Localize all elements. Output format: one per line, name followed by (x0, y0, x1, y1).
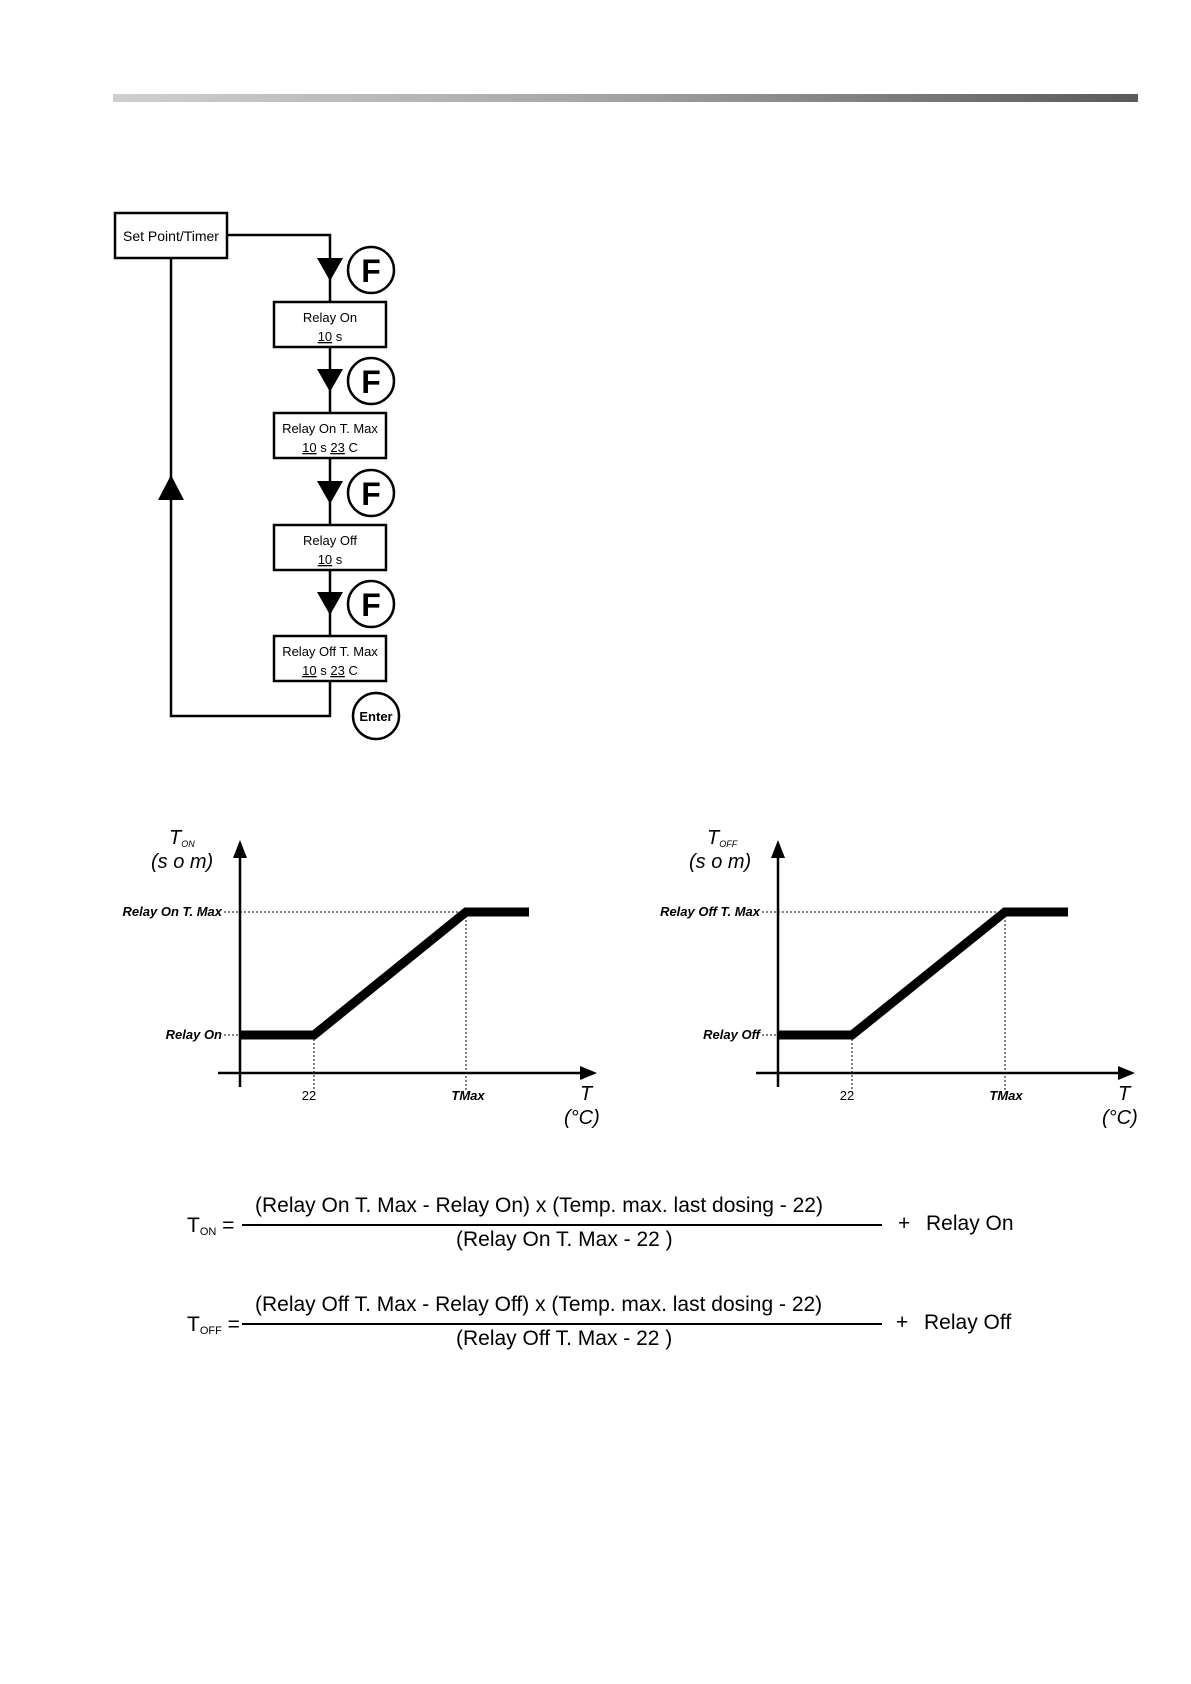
formula-off-plus: + (896, 1311, 909, 1334)
x-tick-tmax: TMax (989, 1088, 1023, 1103)
svg-text:F: F (361, 587, 381, 623)
formula-off-fraction-bar (242, 1323, 882, 1325)
flow-line-start (228, 235, 330, 302)
x-axis-unit: (°C) (1102, 1107, 1138, 1129)
formula-on-numerator: (Relay On T. Max - Relay On) x (Temp. max. last dosing - 22) (255, 1194, 823, 1217)
x-axis-unit: (°C) (564, 1107, 600, 1129)
relay-off-unit: s (335, 552, 343, 567)
y-axis-arrow-icon (233, 840, 247, 858)
up-arrow-icon (158, 475, 184, 500)
down-arrow-icon (317, 592, 343, 615)
relay-off-tmax-setting (302, 663, 358, 678)
lower-label: Relay Off (703, 1027, 760, 1042)
relay-off-tmax-temp-unit: C (348, 663, 358, 678)
down-arrow-icon (317, 258, 343, 281)
menu-flow-diagram (115, 213, 399, 739)
svg-text:F: F (361, 476, 381, 512)
y-axis-unit: (s o m) (689, 851, 752, 873)
upper-label: Relay On T. Max (122, 904, 222, 919)
relay-off-tmax-temp-value: 23 (330, 663, 345, 678)
relay-on-tmax-temp-unit: C (348, 440, 358, 455)
relay-on-tmax-setting (302, 440, 358, 455)
relay-on-graph (123, 827, 600, 1129)
relay-off-setting (318, 552, 343, 567)
formula-on-lhs: $T_{ON}$ = (187, 1214, 235, 1238)
relay-off-tmax-time-value: 10 (302, 663, 317, 678)
relay-on-setting (318, 329, 343, 344)
relay-off-graph (660, 827, 1138, 1129)
relay-off-time-curve (778, 912, 1068, 1035)
relay-on-tmax-title: Relay On T. Max (282, 421, 378, 436)
svg-text:Enter: Enter (359, 709, 393, 724)
formula-on-fraction-bar (242, 1224, 882, 1226)
set-point-timer-label: Set Point/Timer (123, 228, 219, 244)
relay-off-tmax-title: Relay Off T. Max (282, 644, 378, 659)
relay-on-title: Relay On (302, 310, 358, 325)
formula-off-addend: Relay Off (924, 1311, 1012, 1334)
relay-off-title: Relay Off (303, 533, 357, 548)
relay-on-tmax-time-unit: s (320, 440, 327, 455)
y-axis-symbol: TOFF (707, 827, 738, 849)
relay-on-value: 10 (317, 329, 333, 344)
y-axis-unit: (s o m) (151, 851, 214, 873)
formula-on-denominator: (Relay On T. Max - 22 ) (456, 1228, 673, 1251)
formula-off-denominator: (Relay Off T. Max - 22 ) (456, 1327, 673, 1350)
lower-label: Relay On (165, 1027, 222, 1042)
upper-label: Relay Off T. Max (660, 904, 760, 919)
relay-on-tmax-time-value: 10 (302, 440, 317, 455)
x-axis-arrow-icon (1118, 1066, 1135, 1080)
f-key-button (348, 358, 394, 404)
formula-on-plus: + (898, 1212, 911, 1235)
formula-off-numerator: (Relay Off T. Max - Relay Off) x (Temp. max. last dosing - 22) (255, 1293, 823, 1316)
x-tick-tmax: TMax (451, 1088, 485, 1103)
f-key-button (348, 247, 394, 293)
svg-text:F: F (361, 253, 381, 289)
down-arrow-icon (317, 481, 343, 504)
formula-off-lhs: $T_{OFF}$ = (187, 1313, 240, 1337)
x-axis-arrow-icon (580, 1066, 597, 1080)
x-axis-symbol: T (580, 1083, 593, 1105)
formula-on-addend: Relay On (926, 1212, 1014, 1235)
relay-off-value: 10 (317, 552, 333, 567)
svg-text:F: F (361, 364, 381, 400)
enter-key-button (353, 693, 399, 739)
relay-on-tmax-temp-value: 23 (330, 440, 345, 455)
y-axis-arrow-icon (771, 840, 785, 858)
x-axis-symbol: T (1118, 1083, 1131, 1105)
x-tick-22: 22 (839, 1088, 855, 1103)
f-key-button (348, 581, 394, 627)
f-key-button (348, 470, 394, 516)
relay-off-tmax-time-unit: s (320, 663, 327, 678)
relay-on-unit: s (335, 329, 343, 344)
y-axis-symbol: TON (169, 827, 195, 849)
down-arrow-icon (317, 369, 343, 392)
relay-on-time-curve (240, 912, 529, 1035)
x-tick-22: 22 (301, 1088, 317, 1103)
